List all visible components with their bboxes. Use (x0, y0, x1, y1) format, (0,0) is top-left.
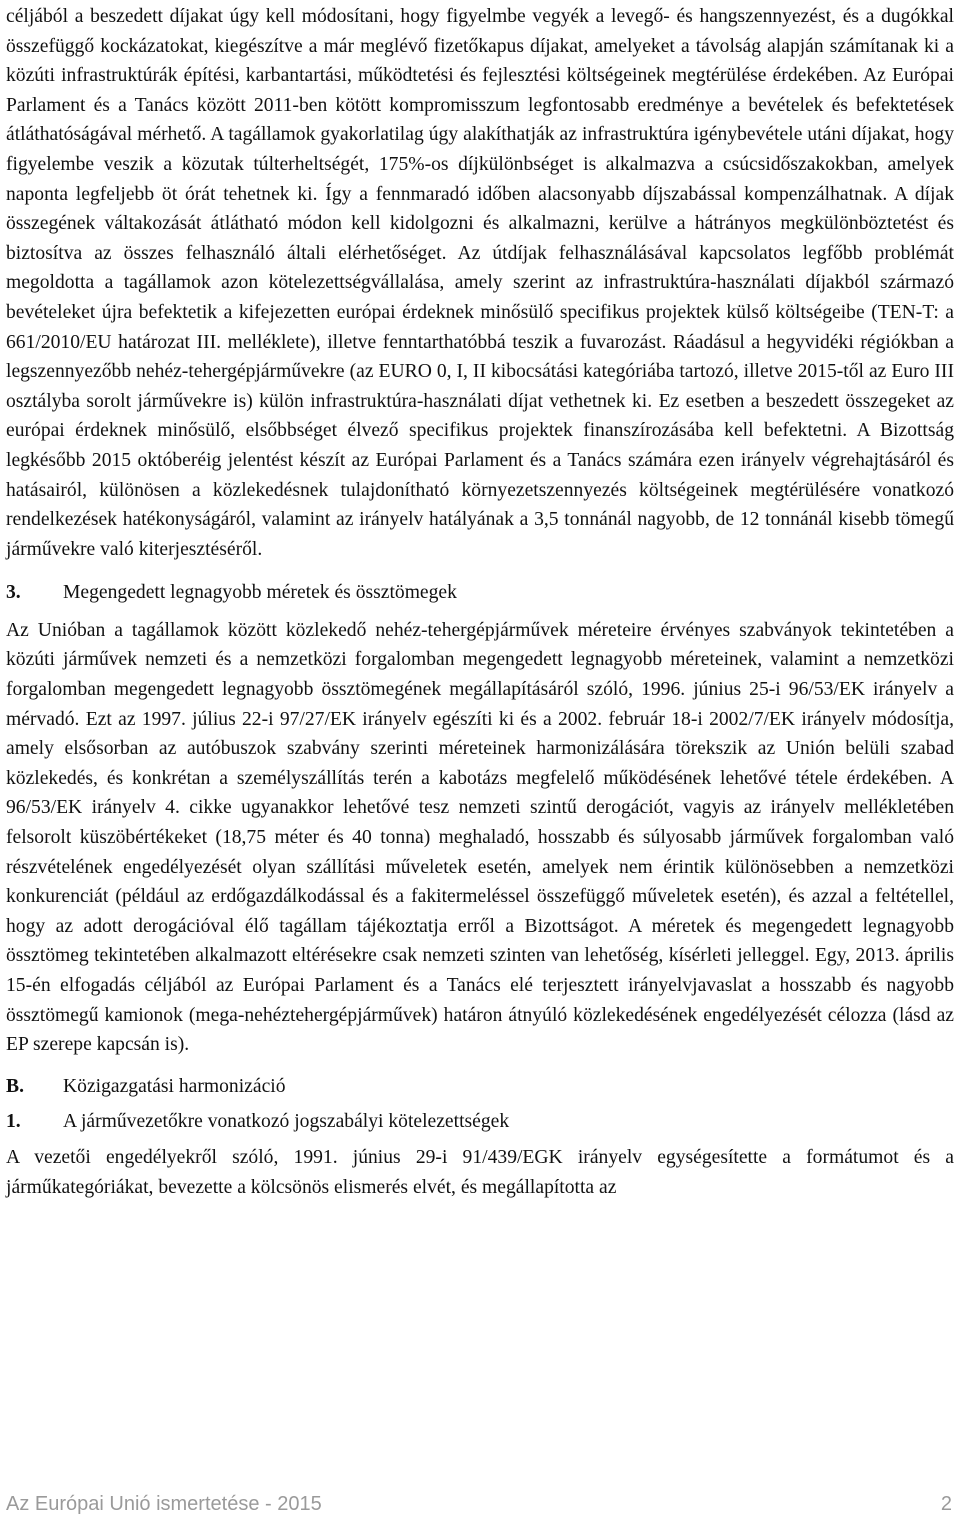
footer-title: Az Európai Unió ismertetése - 2015 (6, 1493, 322, 1515)
section-heading-b (6, 1072, 954, 1102)
section-number: B. (6, 1075, 24, 1097)
body-paragraph-3: A vezetői engedélyekről szóló, 1991. június 29-i 91/439/EGK irányelv egységesítette a formátumot és a járműkategóriákat, bevezette a kölcsönös elismerés elvét, és megállapította az (6, 1146, 954, 1198)
body-paragraph-1: céljából a beszedett díjakat úgy kell módosítani, hogy figyelmbe vegyék a levegő- és hangszennyezést, és a dugókkal összefüggő kockázatokat, kiegészítve a már meglévő fizetőkapus díjakat, amelyeket a távolság alapján számítanak ki a közúti infrastruktúrák építési, karbantartási, működtetési és fejlesztési költségeinek megtérülése érdekében. Az Európai Parlament és a Tanács között 2011-ben kötött kompromisszum legfontosabb eredménye a bevételek és befektetések átláthatóságával mérhető. A tagállamok gyakorlatilag úgy alakíthatják az infrastruktúra igénybevétele utáni díjakat, hogy figyelembe veszik a közutak túlterheltségét, 175%-os díjkülönbséget is alkalmazva a csúcsidőszakokban, amelyek naponta legfeljebb öt órát tehetnek ki. Így a fennmaradó időben alacsonyabb díjszabással kompenzálhatnak. A díjak összegének váltakozását átlátható módon kell kidolgozni és alkalmazni, kerülve a hátrányos megkülönböztetést és biztosítva az összes felhasználó általi elérhetőséget. Az útdíjak felhasználásával kapcsolatos legfőbb problémát megoldotta a tagállamok azon kötelezettségvállalása, amely szerint az infrastruktúra-használati díjakból származó bevételeket újra befektetik a kifejezetten európai érdeknek minősülő specifikus projektek külső költségeibe (TEN-T: a 661/2010/EU határozat III. melléklete), illetve fenntarthatóbbá teszik a fuvarozást. Ráadásul a hegyvidéki régiókban a legszennyezőbb nehéz-tehergépjárművekre (az EURO 0, I, II kibocsátási kategóriába tartozó, illetve 2015-től az Euro III osztályba sorolt járművekre is) külön infrastruktúra-használati díjat vethetnek ki. Ez esetben a beszedett összegeket az európai érdeknek minősülő, elsőbbséget élvező specifikus projektek finanszírozásába kell befektetni. A Bizottság legkésőbb 2015 októberéig jelentést készít az Európai Parlament és a Tanács számára ezen irányelv végrehajtásáról és hatásairól, különösen a közlekedésnek tulajdonítható környezetszennyezés költségeinek megtérülésére vonatkozó rendelkezések hatékonyságáról, valamint az irányelv hatályának a 3,5 tonnánál nagyobb, de 12 tonnánál kisebb tömegű járművekre való kiterjesztéséről. (6, 6, 954, 560)
document-page (6, 2, 954, 1202)
section-title: A járművezetőkre vonatkozó jogszabályi kötelezettségek (63, 1111, 510, 1133)
section-number: 1. (6, 1111, 21, 1133)
page-number: 2 (940, 1493, 952, 1515)
section-number: 3. (6, 582, 21, 604)
page-footer (6, 1493, 952, 1523)
section-title: Megengedett legnagyobb méretek és össztömegek (63, 582, 457, 604)
section-title: Közigazgatási harmonizáció (63, 1075, 286, 1097)
section-heading-1 (6, 1107, 954, 1137)
body-paragraph-2: Az Unióban a tagállamok között közlekedő nehéz-tehergépjárművek méreteire érvényes szabványok tekintetében a közúti járművek nemzeti és a nemzetközi forgalomban megengedett legnagyobb méreteinek, valamint a nemzetközi forgalomban megengedett legnagyobb össztömegének megállapításáról szóló, 1996. június 25-i 96/53/EK irányelv a mérvadó. Ezt az 1997. július 22-i 97/27/EK irányelv egészíti ki és a 2002. február 18-i 2002/7/EK irányelv módosítja, amely elsősorban az autóbuszok szabvány szerinti méreteinek harmonizálására törekszik az Unión belüli szabad közlekedés, és konkrétan a személyszállítás terén a kabotázs megfelelő működésének lehetővé tétele érdekében. A 96/53/EK irányelv 4. cikke ugyanakkor lehetővé tesz nemzeti szintű derogációt, vagyis az irányelv mellékletében felsorolt küszöbértékeket (18,75 méter és 40 tonna) meghaladó, hosszabb és súlyosabb járművek forgalomban való részvételének engedélyezését olyan szállítási műveletek esetén, amelyek nem érintik különösebben a nemzetközi konkurenciát (például az erdőgazdálkodással és a fakitermeléssel összefüggő műveletek esetén), és azzal a feltétellel, hogy az adott derogációval élő tagállam tájékoztatja erről a Bizottságot. A méretek és megengedett legnagyobb össztömeg tekintetében alkalmazott eltérésekre csak nemzeti szinten van lehetőség, kísérleti jelleggel. Egy, 2013. április 15-én elfogadás céljából az Európai Parlament és a Tanács elé terjesztett irányelvjavaslat a hosszabb és nagyobb össztömegű kamionok (mega-nehéztehergépjárművek) határon átnyúló közlekedésének engedélyezését célozza (lásd az EP szerepe kapcsán is). (6, 619, 954, 1056)
section-heading-3 (6, 578, 954, 608)
